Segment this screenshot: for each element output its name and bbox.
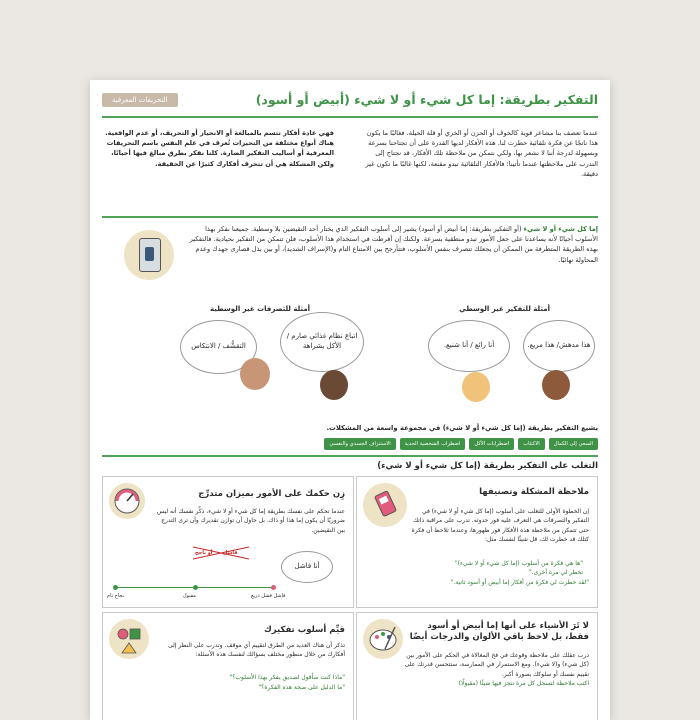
tip-box-colors xyxy=(356,612,598,720)
behavior-examples-title: أمثلة للتصرفات غير الوسطية xyxy=(210,305,311,313)
person-avatar xyxy=(240,358,270,390)
speedometer-icon xyxy=(109,483,145,519)
section-divider xyxy=(102,455,598,457)
thinking-examples-title: أمثلة للتفكير غير الوسطي xyxy=(459,305,550,313)
common-problems-lead: يشيع التفكير بطريقة (إما كل شيء أو لا شيء) في مجموعة واسعة من المشكلات. xyxy=(326,424,598,432)
scale-gauge-icon xyxy=(363,483,407,527)
tip-box-scale xyxy=(102,476,354,608)
problem-chip: الاستنزاف الجسدي والنفسي xyxy=(324,438,395,450)
problem-chip-list xyxy=(102,438,598,450)
crossed-word: فاشل xyxy=(223,550,238,556)
cross-out-mark xyxy=(191,543,251,563)
problem-chip: السعي إلى الكمال xyxy=(549,438,598,450)
shapes-icon xyxy=(109,619,149,659)
tip-bullet: اكتب ملاحظة لتسجل كل مرة تنجز فيها شيئًا (مقبولًا) xyxy=(458,680,589,687)
worksheet-page xyxy=(90,80,610,720)
title-divider xyxy=(102,116,598,118)
tip-title: زِن حكمك على الأمور بميزان متدرِّج xyxy=(198,489,345,499)
problem-chip: اضطرابات الأكل xyxy=(469,438,514,450)
person-avatar xyxy=(462,372,490,402)
scale-mark xyxy=(193,585,198,590)
problem-chip: اضطراب الشخصية الحدية xyxy=(400,438,466,450)
person-avatar xyxy=(320,370,348,400)
intro-left-text: فهي عادة أفكار تتسم بالمبالغة أو الانحياز أو التحريف، أو عدم الواقعية. هناك أنواع مختلفة من التحيزات تُعرف في علم النفس باسم التحريفات المعرفية أو أساليب التفكير الضارة. كلنا نفكر بطرق مبالغ فيها أحيانًا، ولكن المشكلة هي أن تتحرف أفكارك كثيرًا عن الحقيقة. xyxy=(105,129,334,168)
thought-cloud-failure: أنا فاشل xyxy=(281,551,333,583)
definition-lead: إما كل شيء أو لا شيء xyxy=(523,225,598,233)
intro-right-text: عندما تعصف بنا مشاعر قوية كالخوف أو الحزن أو الخزي أو قلة الحيلة، فغالبًا ما يكون هذا ناتجًا عن فكرة تلقائية خطرت لنا. هذه الأفكار لديها القدرة على أن تجتاحنا بسرعة وبسهولة لدرجة أننا لا نشعر بها، ولكي نتمكن من ملاحظة تلك الأفكار، قد نحتاج إلى التدرب على ملاحظتها عندما تأتينا؛ فالأفكار التلقائية تبدو مقنعة، لكنها غالبًا ما تكون غير دقيقة. xyxy=(365,129,598,178)
tip-text: إن الخطوة الأولى للتغلب على أسلوب (إما كل شيء أو لا شيء) في التفكير والتصرفات هي التعرف عليه فور حدوثه. تدرب على مراقبة ذاتك حتى تتمكن من ملاحظة هذه الأفكار فور ظهورها، وعندما تلاحظ أن فكرة كتلك قد خطرت لك، قل شيئًا لنفسك مثل: xyxy=(411,508,589,543)
definition-text xyxy=(188,224,598,265)
tip-title: ملاحظة المشكلة وتصنيفها xyxy=(479,487,589,497)
person-avatar xyxy=(542,370,570,400)
light-switch-icon xyxy=(124,230,174,280)
thought-cloud-amazing-awful: هذا مدهش/ هذا مريع. xyxy=(523,320,595,372)
problem-chip: الاكتئاب xyxy=(518,438,544,450)
scale-mark xyxy=(271,585,276,590)
category-tag: التحريفات المعرفية xyxy=(102,93,178,107)
thought-cloud-great-terrible: أنا رائع / أنا شنيع. xyxy=(428,320,510,372)
definition-body: (أو التفكير بطريقة: إما أبيض أو أسود) يشير إلى أسلوب التفكير الذي يختار أحد النقيضين بلا وسطية. جميعنا نفكر بهذا الأسلوب أحيانًا لأنه يساعدنا على جعل الأمور تبدو منطقية بسرعة. ولكنك إن أفرطت في استخدام هذا الأسلوب، فلن تتمكن من التفكير بحيادية. فالتفكير بهذه الطريقة المتطرفة من الممكن أن يجعلك تتصرف بنفس الأسلوب، فتتأرجح بين الامتناع التام و(الإسراف الشديد)، أو بين بذل قصارى جهدك وعدم المحاولة نهائيًا. xyxy=(189,225,598,264)
tip-question: "ما الدليل على صحة هذه الفكرة؟" xyxy=(258,684,345,691)
tip-title: لا تَرَ الأشياء على أنها إما أبيض أو أسود فقط، بل لاحظ باقي الألوان والدرجات أيضًا xyxy=(409,621,589,643)
tip-quote: "ها هي فكرة من أسلوب (إما كل شيء أو لا شيء)" xyxy=(454,560,583,567)
tip-box-notice xyxy=(356,476,598,608)
tip-title: قيِّم أسلوب تفكيرك xyxy=(263,625,345,635)
page-title: التفكير بطريقة: إما كل شيء أو لا شيء (أبيض أو أسود) xyxy=(255,92,598,107)
section-divider xyxy=(102,216,598,218)
thought-cloud-austerity-relapse: التقشُّف / الانتكاس xyxy=(180,320,257,374)
paint-palette-icon xyxy=(363,619,403,659)
overcome-title: التغلب على التفكير بطريقة (إما كل شيء أو لا شيء) xyxy=(377,461,598,471)
tip-text: عندما تحكم على نفسك بطريقة إما كل شيء أو لا شيء، ذكِّر نفسك أنه ليس ضروريًا أن يكون إما هذا أو ذاك. بل حاول أن توازن تقديرك وأن ترى التدرج بين النقيضين. xyxy=(156,508,345,534)
tip-text: درب عقلك على ملاحظة وقوعك في فخ المغالاة في الحكم على الأمور بين (كل شيء) و(لا شيء). ومع الاستمرار في الممارسة، ستتحسن قدرتك على تقييم نفسك أو سلوكك بصورة أكبر. xyxy=(404,652,589,678)
scale-label: فاشل فشل ذريع xyxy=(251,593,286,599)
tip-quote: "لقد خطرت لي فكرة من أفكار إما أبيض أو أسود ثانية." xyxy=(450,579,589,586)
tip-quote: تخطر لي مرة أخرى." xyxy=(528,569,583,576)
tip-question: "ماذا كنت سأقول لصديق يفكر بهذا الأسلوب؟" xyxy=(229,674,345,681)
thought-cloud-diet-binge: اتباع نظام غذائي صارم / الأكل بشراهة xyxy=(280,312,364,372)
tip-box-evaluate xyxy=(102,612,354,720)
crossed-word: أو ناجح xyxy=(195,550,213,556)
tip-text: تذكر أن هناك العديد من الطرق لتقييم أي موقف. وتدرب على النظر إلى أفكارك من خلال منظور مختلف بسؤالك لنفسك هذه الأسئلة: xyxy=(167,642,345,659)
scale-label: مقبول xyxy=(183,593,196,599)
scale-label: نجاح تام xyxy=(107,593,124,599)
scale-mark xyxy=(113,585,118,590)
